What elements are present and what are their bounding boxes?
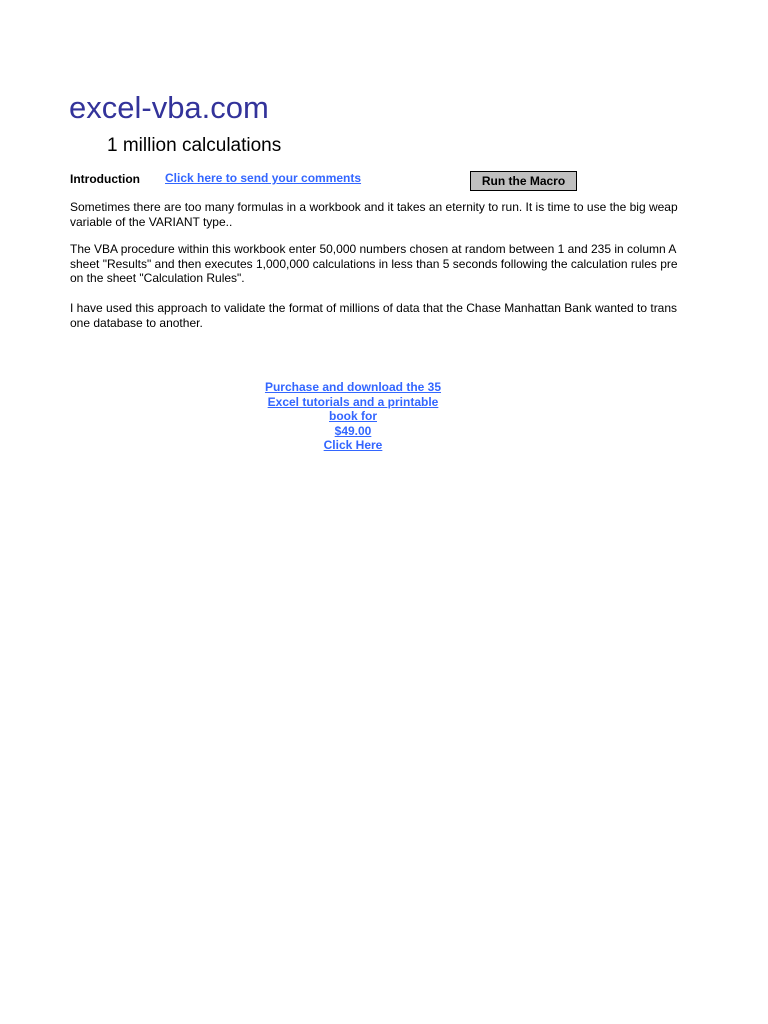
site-title: excel-vba.com xyxy=(69,90,269,125)
click-here-link[interactable]: Click Here xyxy=(323,438,383,452)
introduction-label: Introduction xyxy=(70,172,140,186)
purchase-link-block[interactable] xyxy=(253,380,453,453)
paragraph-line: on the sheet "Calculation Rules". xyxy=(70,271,245,285)
paragraph-line: sheet "Results" and then executes 1,000,000 calculations in less than 5 seconds following the calculation rules pre xyxy=(70,256,678,271)
paragraph-line: I have used this approach to validate the format of millions of data that the Chase Manhattan Bank wanted to trans xyxy=(70,301,678,315)
paragraph-line: one database to another. xyxy=(70,315,203,330)
paragraph-line: variable of the VARIANT type.. xyxy=(70,214,233,229)
purchase-link-line[interactable]: Excel tutorials and a printable xyxy=(267,394,439,409)
intro-paragraph-2 xyxy=(70,242,701,286)
run-macro-button[interactable]: Run the Macro xyxy=(470,171,577,191)
intro-paragraph-1 xyxy=(70,200,701,229)
send-comments-link[interactable]: Click here to send your comments xyxy=(165,171,362,185)
paragraph-line: The VBA procedure within this workbook enter 50,000 numbers chosen at random between 1 and 235 in column A xyxy=(70,242,677,256)
purchase-link-line[interactable]: Purchase and download the 35 xyxy=(264,380,442,394)
paragraph-line: Sometimes there are too many formulas in a workbook and it takes an eternity to run. It is time to use the big weap xyxy=(70,200,678,214)
purchase-price[interactable]: $49.00 xyxy=(334,423,372,438)
intro-paragraph-3 xyxy=(70,301,701,330)
purchase-link-line[interactable]: book for xyxy=(329,409,377,423)
page-subtitle: 1 million calculations xyxy=(107,135,282,156)
